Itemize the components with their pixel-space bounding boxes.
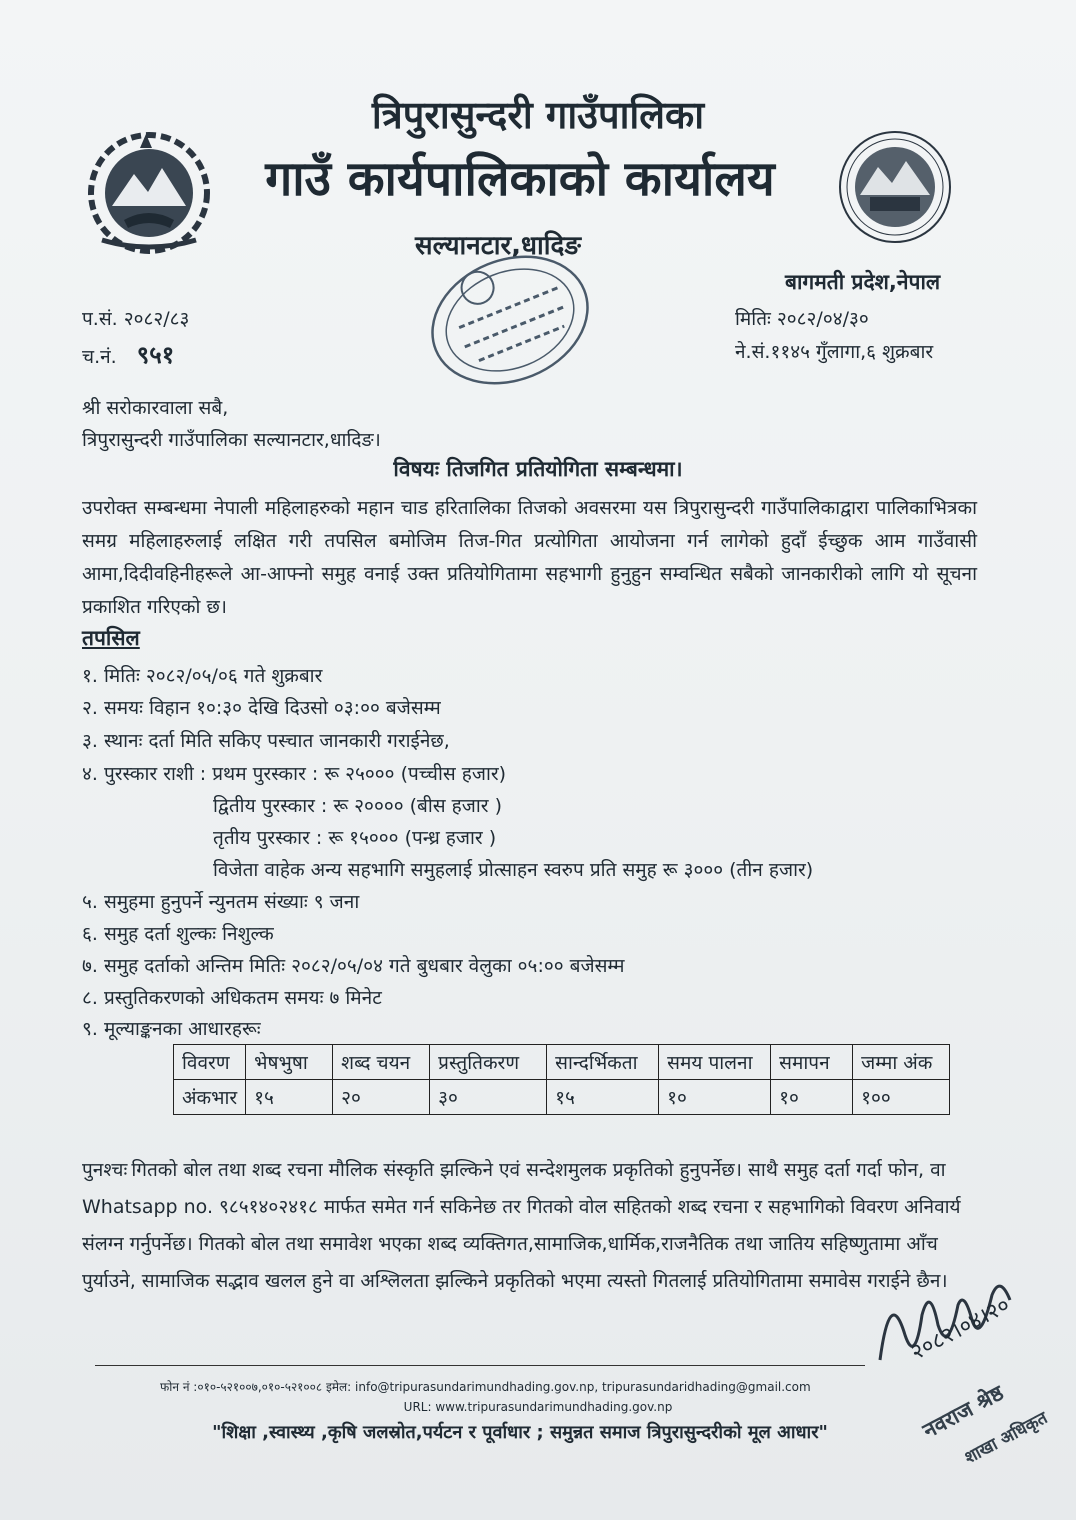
postscript-text: गितको बोल तथा शब्द रचना मौलिक संस्कृति झल्किने एवं सन्देशमुलक प्रकृतिको हुनुपर्नेछ। साथै समुह दर्ता गर्दा फोन, वा Whatsapp no. ९८५१४०२४१८ मार्फत समेत गर्न सकिनेछ तर गितको वोल सहितको शब्द रचना र सहभागिको विवरण अनिवार्य संलग्न गर्नुपर्नेछ। गितको बोल तथा समावेश भएका शब्द व्यक्तिगत,सामाजिक,धार्मिक,राजनैतिक तथा जातिय सहिष्णुतामा आँच पुर्याउने, सामाजिक सद्भाव खलल हुने वा अश्लिलता झल्किने प्रकृतिको भएमा त्यस्तो गितलाई प्रतियोगितामा समावेस गराईने छैन। [82, 1159, 961, 1292]
province-name: बागमती प्रदेश,नेपाल [785, 270, 941, 294]
footer-slogan: "शिक्षा ,स्वास्थ्य ,कृषि जलस्रोत,पर्यटन र पूर्वाधार ; समुन्नत समाज त्रिपुरासुन्दरीको मूल आधार" [212, 1422, 828, 1443]
detail-prize-second: द्वितीय पुरस्कार : रू २०००० (बीस हजार ) [213, 795, 503, 817]
footer-divider [95, 1365, 865, 1366]
signatory-name: नवराज श्रेष्ठ [918, 1380, 1008, 1443]
dispatch-label: च.नं. [82, 346, 117, 368]
reference-number: प.सं. २०८२/८३ [82, 308, 190, 330]
detail-max-time: ८. प्रस्तुतिकरणको अधिकतम समयः ७ मिनेट [82, 987, 382, 1009]
detail-registration-fee: ६. समुह दर्ता शुल्कः निशुल्क [82, 923, 274, 945]
table-cell: विवरण [174, 1045, 246, 1080]
score-table-row [174, 1080, 950, 1115]
nepal-sambat-date: ने.सं.११४५ गुँलागा,६ शुक्रबार [735, 341, 934, 363]
table-cell: १० [659, 1080, 771, 1115]
footer-contact: फोन नं :०१०-५२१००७,०१०-५२१००८ इमेल: info@tripurasundarimundhading.gov.np, tripurasundaridhading@gmail.com [160, 1380, 811, 1394]
table-cell: अंकभार [174, 1080, 246, 1115]
detail-deadline: ७. समुह दर्ताको अन्तिम मितिः २०८२/०५/०४ गते बुधबार वेलुका ०५:०० बजेसम्म [82, 955, 625, 977]
postscript-label: पुनश्चः [82, 1159, 128, 1181]
table-cell: समापन [771, 1045, 853, 1080]
municipality-name: त्रिपुरासुन्दरी गाउँपालिका [371, 93, 705, 137]
tapsil-heading: तपसिल [82, 626, 140, 650]
dispatch-value: ९५१ [136, 341, 175, 369]
score-table [173, 1044, 950, 1115]
table-cell: शब्द चयन [333, 1045, 430, 1080]
table-cell: भेषभुषा [246, 1045, 333, 1080]
office-stamp [420, 238, 600, 403]
recipient-line-1: श्री सरोकारवाला सबै, [82, 397, 229, 419]
detail-criteria: ९. मूल्याङ्कनका आधारहरूः [82, 1018, 261, 1040]
table-cell: जम्मा अंक [853, 1045, 950, 1080]
table-cell: समय पालना [659, 1045, 771, 1080]
signatory-title: शाखा अधिकृत [961, 1408, 1051, 1469]
detail-date: १. मितिः २०८२/०५/०६ गते शुक्रबार [82, 665, 323, 687]
detail-prize-first: ४. पुरस्कार राशी : प्रथम पुरस्कार : रू २५००० (पच्चीस हजार) [82, 763, 507, 785]
detail-prize-consolation: विजेता वाहेक अन्य सहभागि समुहलाई प्रोत्साहन स्वरुप प्रति समुह रू ३००० (तीन हजार) [213, 859, 814, 881]
detail-time: २. समयः विहान १०:३० देखि दिउसो ०३:०० बजेसम्म [82, 697, 441, 719]
signature-date: २०८२।०४।२० [906, 1292, 1015, 1366]
recipient-line-2: त्रिपुरासुन्दरी गाउँपालिका सल्यानटार,धादिङ। [82, 429, 381, 451]
table-cell: प्रस्तुतिकरण [430, 1045, 547, 1080]
detail-venue: ३. स्थानः दर्ता मिति सकिए पस्चात जानकारी गराईनेछ, [82, 730, 450, 752]
office-address: सल्यानटार,धादिङ [415, 231, 581, 261]
detail-min-members: ५. समुहमा हुनुपर्ने न्युनतम संख्याः ९ जना [82, 891, 360, 913]
dispatch-number [82, 338, 174, 371]
office-name: गाउँ कार्यपालिकाको कार्यालय [265, 151, 775, 207]
table-cell: ३० [430, 1080, 547, 1115]
letter-date: मितिः २०८२/०४/३० [735, 308, 869, 330]
letter-subject: विषयः तिजगित प्रतियोगिता सम्बन्धमा। [393, 457, 683, 481]
table-cell: सान्दर्भिकता [547, 1045, 659, 1080]
detail-prize-third: तृतीय पुरस्कार : रू १५००० (पन्ध्र हजार ) [213, 827, 497, 849]
body-paragraph: उपरोक्त सम्बन्धमा नेपाली महिलाहरुको महान चाड हरितालिका तिजको अवसरमा यस त्रिपुरासुन्दरी गाउँपालिकाद्वारा पालिकाभित्रका समग्र महिलाहरुलाई लक्षित गरी तपसिल बमोजिम तिज-गित प्रत्योगिता आयोजना गर्न लागेको हुदाँ ईच्छुक आम गाउँवासी आमा,दिदीवहिनीहरूले आ-आफ्नो समुह वनाई उक्त प्रतियोगितामा सहभागी हुनुहुन सम्वन्धित सबैको जानकारीको लागि यो सूचना प्रकाशित गरिएको छ। [82, 497, 977, 618]
table-cell: १० [771, 1080, 853, 1115]
footer-url: URL: www.tripurasundarimundhading.gov.np [403, 1400, 673, 1414]
table-cell: १५ [547, 1080, 659, 1115]
postscript-note [82, 1152, 967, 1300]
table-cell: २० [333, 1080, 430, 1115]
table-cell: १५ [246, 1080, 333, 1115]
score-table-header-row [174, 1045, 950, 1080]
table-cell: १०० [853, 1080, 950, 1115]
